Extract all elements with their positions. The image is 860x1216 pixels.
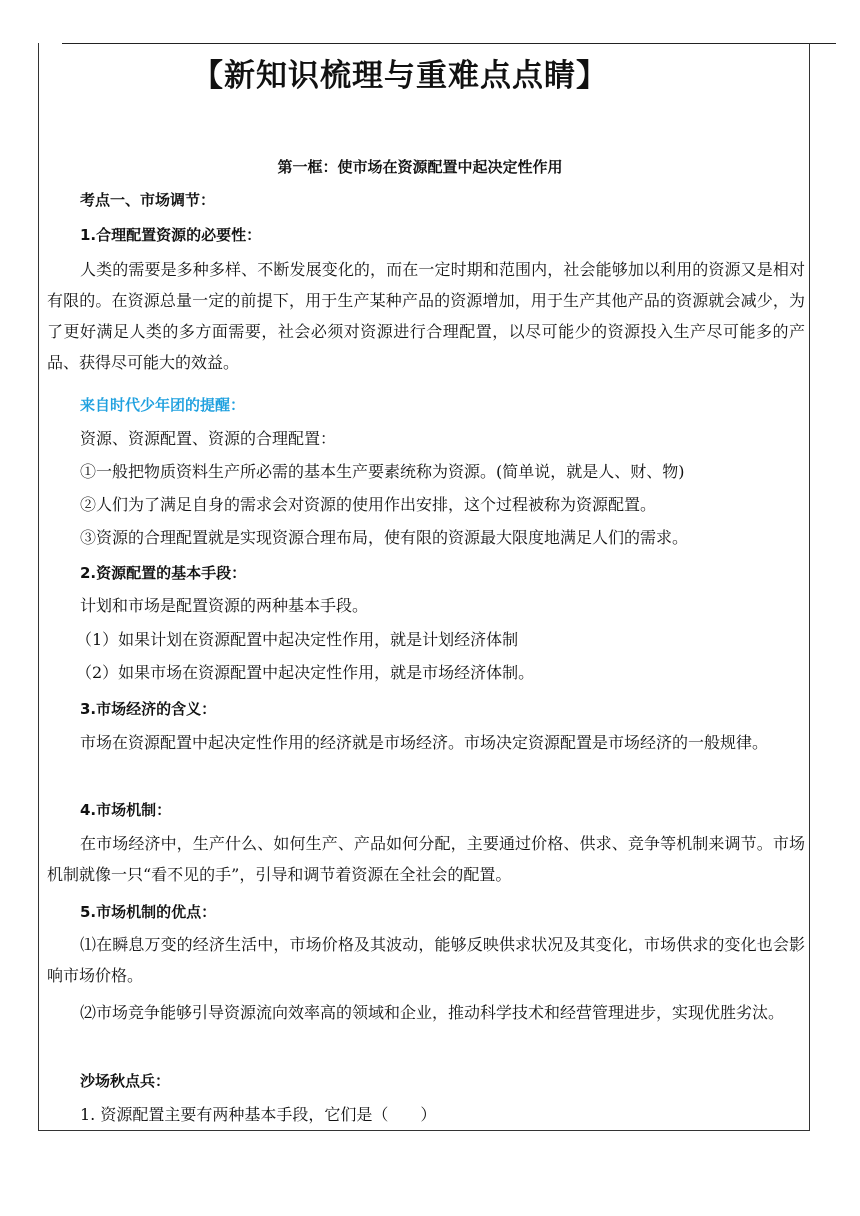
- s2-item-1: （1）如果计划在资源配置中起决定性作用，就是计划经济体制: [76, 630, 519, 649]
- reminder-intro: 资源、资源配置、资源的合理配置：: [80, 429, 337, 448]
- s3-heading: 3.市场经济的含义：: [80, 700, 217, 718]
- s5-heading: 5.市场机制的优点：: [80, 903, 217, 921]
- practice-question-1: 1. 资源配置主要有两种基本手段，它们是（ ）: [80, 1105, 437, 1124]
- reminder-item-3: ③资源的合理配置就是实现资源合理布局，使有限的资源最大限度地满足人们的需求。: [80, 528, 689, 547]
- s5-point-1: ⑴在瞬息万变的经济生活中，市场价格及其波动，能够反映供求状况及其变化，市场供求的变化也会影响市场价格。: [47, 935, 805, 985]
- practice-heading: 沙场秋点兵：: [80, 1072, 171, 1090]
- s2-intro: 计划和市场是配置资源的两种基本手段。: [80, 596, 369, 615]
- s5-point-2: ⑵市场竞争能够引导资源流向效率高的领域和企业，推动科学技术和经营管理进步，实现优胜劣汰。: [80, 1003, 785, 1022]
- s2-heading: 2.资源配置的基本手段：: [80, 564, 247, 582]
- s4-heading: 4.市场机制：: [80, 801, 172, 819]
- reminder-heading: 来自时代少年团的提醒：: [80, 396, 246, 414]
- s4-body: 在市场经济中，生产什么、如何生产、产品如何分配，主要通过价格、供求、竞争等机制来调节。市场机制就像一只“看不见的手”，引导和调节着资源在全社会的配置。: [47, 834, 805, 884]
- s3-body: 市场在资源配置中起决定性作用的经济就是市场经济。市场决定资源配置是市场经济的一般规律。: [80, 733, 769, 752]
- section-subtitle: 第一框：使市场在资源配置中起决定性作用: [277, 158, 563, 176]
- s1-body: 人类的需要是多种多样、不断发展变化的，而在一定时期和范围内，社会能够加以利用的资源又是相对有限的。在资源总量一定的前提下，用于生产某种产品的资源增加，用于生产其他产品的资源就会减少，为了更好满足人类的多方面需要，社会必须对资源进行合理配置，以尽可能少的资源投入生产尽可能多的产品、获得尽可能大的效益。: [47, 260, 805, 372]
- kaodian-heading: 考点一、市场调节：: [80, 191, 216, 209]
- s2-item-2: （2）如果市场在资源配置中起决定性作用，就是市场经济体制。: [76, 663, 535, 682]
- page-title: 【新知识梳理与重难点点睛】: [192, 58, 608, 94]
- reminder-item-2: ②人们为了满足自身的需求会对资源的使用作出安排，这个过程被称为资源配置。: [80, 495, 657, 514]
- s1-heading: 1.合理配置资源的必要性：: [80, 226, 262, 244]
- reminder-item-1: ①一般把物质资料生产所必需的基本生产要素统称为资源。(简单说，就是人、财、物): [80, 462, 685, 481]
